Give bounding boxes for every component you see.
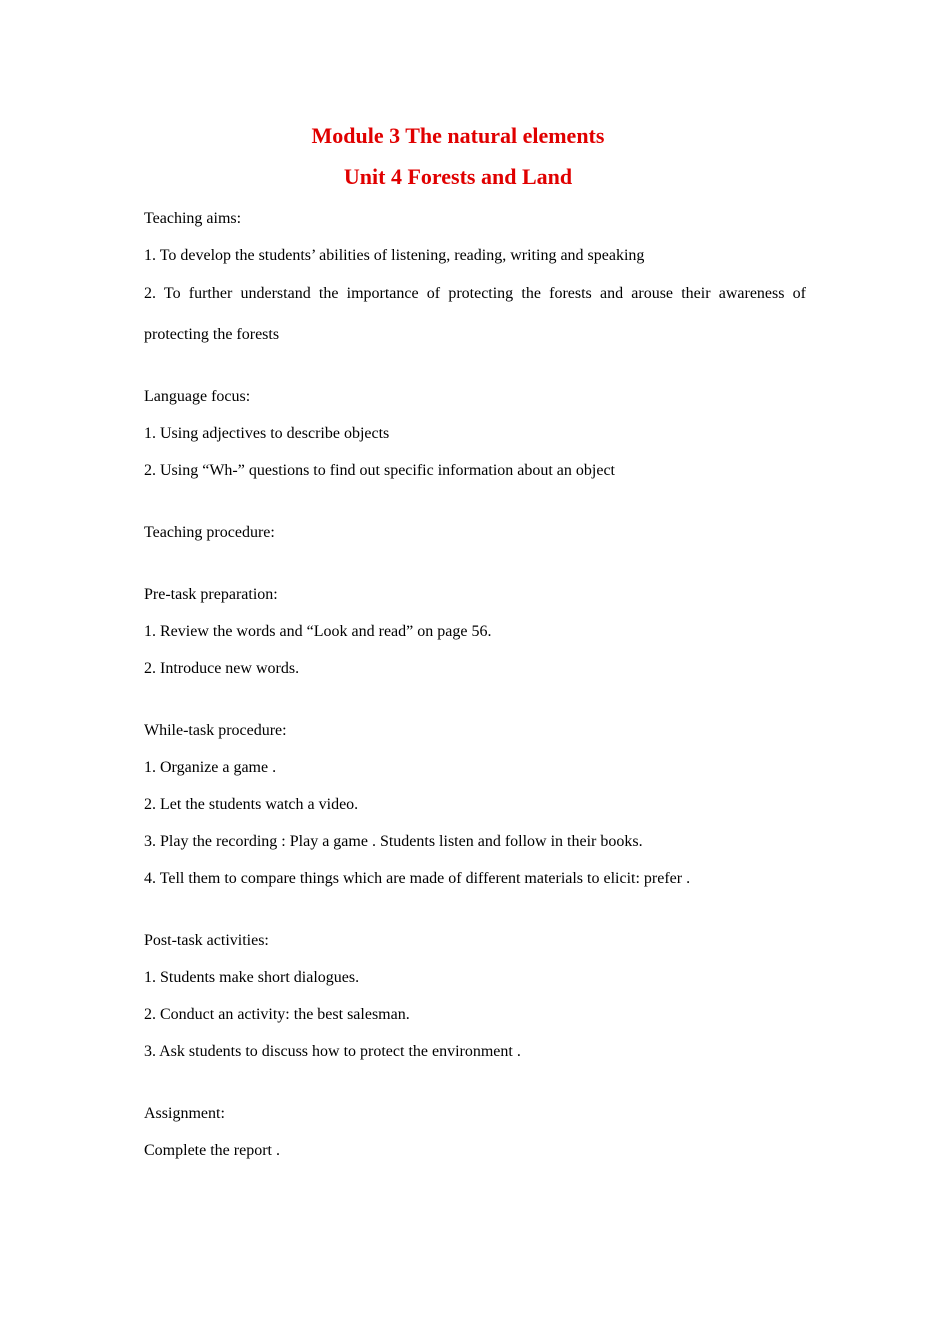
post-task-2: 2. Conduct an activity: the best salesman. [144, 1006, 410, 1023]
while-task-2: 2. Let the students watch a video. [144, 796, 359, 813]
language-focus-heading: Language focus: [144, 388, 251, 405]
while-task-heading: While-task procedure: [144, 722, 287, 739]
post-task-3: 3. Ask students to discuss how to protect the environment . [144, 1043, 521, 1060]
unit-title: Unit 4 Forests and Land [343, 164, 573, 189]
while-task-3: 3. Play the recording : Play a game . Students listen and follow in their books. [144, 833, 643, 850]
while-task-1: 1. Organize a game . [144, 759, 277, 776]
pre-task-heading: Pre-task preparation: [144, 586, 278, 603]
module-title: Module 3 The natural elements [311, 123, 605, 148]
post-task-1: 1. Students make short dialogues. [144, 969, 360, 986]
while-task-4: 4. Tell them to compare things which are made of different materials to elicit: prefer . [144, 870, 691, 887]
assignment-heading: Assignment: [144, 1105, 225, 1122]
teaching-procedure-heading: Teaching procedure: [144, 524, 275, 541]
teaching-aim-2-line-1: 2. To further understand the importance of protecting the forests and arouse their awareness of [144, 285, 806, 302]
post-task-heading: Post-task activities: [144, 932, 269, 949]
pre-task-1: 1. Review the words and “Look and read” on page 56. [144, 623, 492, 640]
teaching-aim-2-line-2: protecting the forests [144, 326, 280, 343]
teaching-aims-heading: Teaching aims: [144, 210, 242, 227]
language-focus-1: 1. Using adjectives to describe objects [144, 425, 390, 442]
assignment-1: Complete the report . [144, 1142, 280, 1159]
pre-task-2: 2. Introduce new words. [144, 660, 300, 677]
teaching-aim-1: 1. To develop the students’ abilities of listening, reading, writing and speaking [144, 247, 645, 264]
language-focus-2: 2. Using “Wh-” questions to find out specific information about an object [144, 462, 615, 479]
